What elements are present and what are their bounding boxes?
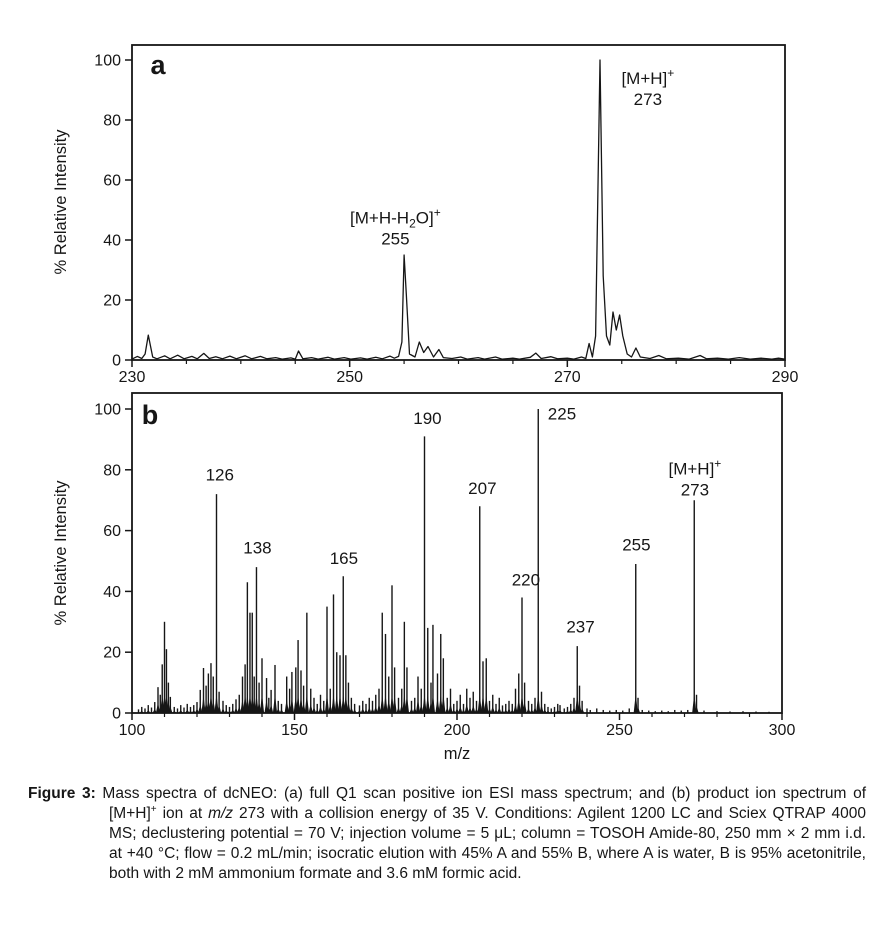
y-axis-title: % Relative Intensity	[52, 480, 70, 626]
caption-fragment: +	[150, 803, 157, 815]
peak-annotation: 273	[633, 90, 663, 109]
peak-annotation: 207	[468, 479, 497, 499]
x-tick-label: 250	[606, 722, 633, 739]
peak-annotation: 255	[622, 535, 651, 555]
figure-label: Figure 3:	[28, 785, 96, 802]
peak-annotation: 220	[511, 570, 541, 590]
y-tick-label: 60	[103, 523, 121, 541]
y-tick-label: 80	[103, 462, 121, 480]
y-tick-label: 100	[94, 401, 121, 419]
y-tick-label: 100	[94, 52, 121, 70]
x-tick-label: 150	[281, 722, 308, 739]
peak-annotation: 273	[680, 480, 710, 500]
peak-annotation: 225	[547, 404, 577, 424]
x-axis-title: m/z	[443, 745, 471, 763]
x-tick-label: 270	[553, 369, 581, 386]
spectrum-sticks	[139, 409, 770, 713]
y-axis-title: % Relative Intensity	[52, 129, 70, 275]
plot-frame	[132, 45, 785, 360]
x-tick-label: 300	[768, 722, 796, 739]
figure-caption-text	[96, 785, 866, 882]
peak-annotation: [M+H]+	[668, 456, 722, 479]
figure-caption-paragraph	[28, 784, 866, 884]
y-tick-label: 80	[103, 112, 121, 130]
y-tick-label: 40	[103, 583, 121, 601]
spectrum-trace	[132, 60, 785, 359]
y-tick-label: 20	[103, 644, 121, 662]
y-tick-label: 0	[112, 352, 121, 370]
peak-annotation: $[M+H-H_2O]^+$	[350, 205, 441, 231]
caption-fragment: Mass spectra of dcNEO: (a) full Q1 scan positive ion ESI mass spectrum; and (b) product ion spectrum of [M+H]	[102, 785, 867, 822]
caption-fragment: 273 with a collision energy of 35 V. Conditions: Agilent 1200 LC and Sciex QTRAP 4000 MS; declustering potential = 70 V; injection volume = 5 μL; column = TOSOH Amide-80, 250 mm × 2 mm i.d. at +40 °C; flow = 0.2 mL/min; isocratic elution with 45% A and 55% B, where A is water, B is 95% acetonitrile, both with 2 mM ammonium formate and 3.6 mM formic acid.	[109, 805, 866, 882]
peak-annotation: 165	[329, 549, 359, 569]
peak-annotation: 126	[205, 465, 234, 485]
peak-annotation: [M+H]+	[621, 66, 675, 88]
plot-frame	[132, 393, 782, 713]
peak-annotation: 255	[381, 229, 410, 249]
caption-fragment: m/z	[208, 805, 234, 822]
y-tick-label: 60	[103, 172, 121, 190]
panel-letter-a: a	[150, 50, 166, 80]
x-tick-label: 250	[336, 369, 364, 386]
figure-caption	[28, 784, 866, 884]
panel-letter-b: b	[141, 400, 159, 430]
peak-annotation: 237	[566, 617, 595, 637]
y-tick-label: 20	[103, 292, 121, 310]
x-tick-label: 200	[443, 722, 471, 739]
peak-annotation: 138	[243, 538, 272, 558]
caption-fragment: ion at	[156, 805, 209, 822]
peak-annotation: 190	[413, 409, 442, 429]
x-tick-label: 230	[118, 369, 146, 386]
x-tick-label: 290	[771, 369, 799, 386]
spectrum-panel-a	[52, 45, 798, 386]
y-tick-label: 40	[103, 232, 121, 250]
y-tick-label: 0	[112, 705, 121, 723]
spectrum-panel-b	[52, 393, 795, 763]
x-tick-label: 100	[118, 722, 146, 739]
